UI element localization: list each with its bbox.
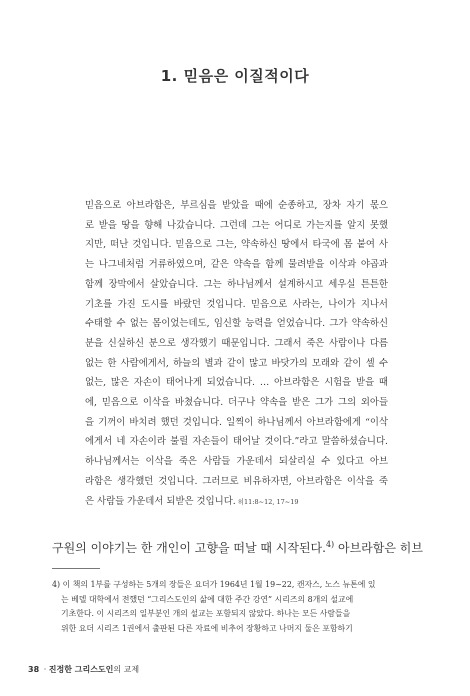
footnote-divider	[52, 568, 100, 569]
quote-line: 기초를 가진 도시를 바랐던 것입니다. 믿음으로 사라는, 나이가 지나서	[85, 298, 388, 310]
page-number: 38	[28, 665, 40, 674]
quote-citation: 히11:8~12, 17~19	[237, 497, 299, 506]
footnote-line: 4) 이 책의 1부를 구성하는 5개의 장들은 요더가 1964년 1월 19~22, 캔자스, 노스 뉴톤에 있	[52, 580, 376, 589]
chapter-title: 1. 믿음은 이질적이다	[160, 67, 310, 85]
quote-line: 는 나그네처럼 거류하였으며, 같은 약속을 함께 물려받을 이삭과 야곱과	[85, 259, 388, 271]
quote-line: 지만, 떠난 것입니다. 믿음으로 그는, 약속하신 땅에서 타국에 몸 붙여 사	[85, 239, 388, 251]
body-text-tail: 아브라함은 히브	[334, 541, 423, 555]
quote-line: 함께 장막에서 살았습니다. 그는 하나님께서 설계하시고 세우실 튼튼한	[85, 278, 388, 290]
body-text: 구원의 이야기는 한 개인이 고향을 떠날 때 시작된다.	[52, 541, 326, 555]
quote-line: 분을 신실하신 분으로 생각했기 때문입니다. 그래서 죽은 사람이나 다름	[85, 337, 388, 349]
quote-line: 없는, 많은 자손이 태어나게 되었습니다. … 아브라함은 시험을 받을 때	[85, 377, 388, 389]
footnote	[52, 578, 428, 636]
footnote-line: 기초한다. 이 시리즈의 일부분인 개의 설교는 포함되지 않았다. 하나는 모든 사람들을	[61, 609, 351, 619]
book-title-rest: 의 교제	[113, 665, 140, 674]
quote-line: 하나님께서는 이삭을 죽은 사람들 가운데서 되살리실 수 있다고 아브	[85, 456, 388, 468]
quote-line: 은 사람들 가운데서 되받은 것입니다.	[85, 495, 236, 507]
footnote-line: 는 베델 대학에서 전했던 “그리스도인의 삶에 대한 주간 강연” 시리즈의 8개의 설교에	[61, 594, 354, 604]
quote-line: 수태할 수 없는 몸이었는데도, 임신할 능력을 얻었습니다. 그가 약속하신	[85, 318, 388, 330]
quote-line-last	[85, 492, 388, 513]
footnote-line: 위한 요더 시리즈 1권에서 출판된 다른 자료에 비추어 장황하고 나머지 둘은 포함하기	[61, 623, 353, 633]
quote-line: 라함은 생각했던 것입니다. 그러므로 비유하자면, 아브라함은 이삭을 죽	[85, 475, 388, 487]
body-paragraph	[52, 539, 422, 556]
quote-line: 을 기꺼이 바치려 했던 것입니다. 일찍이 하나님께서 아브라함에게 “이삭	[85, 416, 388, 428]
quote-line: 로 받을 땅을 향해 나갔습니다. 그런데 그는 어디로 가는지를 알지 못했	[85, 219, 388, 231]
quote-line: 믿음으로 아브라함은, 부르심을 받았을 때에 순종하고, 장차 자기 몫으	[85, 200, 388, 211]
quote-line: 에게서 네 자손이라 불릴 자손들이 태어날 것이다.”라고 말씀하셨습니다.	[85, 436, 388, 448]
page-footer	[28, 664, 139, 675]
folio-separator: ·	[43, 665, 47, 674]
footnote-marker[interactable]: 4)	[325, 540, 335, 549]
quote-line: 에, 믿음으로 이삭을 바쳤습니다. 더구나 약속을 받은 그가 그의 외아들	[85, 397, 388, 409]
scripture-quote	[85, 196, 388, 512]
quote-line: 없는 한 사람에게서, 하늘의 별과 같이 많고 바닷가의 모래와 같이 셀 수	[85, 357, 388, 369]
book-title: 진정한 그리스도인	[48, 665, 114, 674]
